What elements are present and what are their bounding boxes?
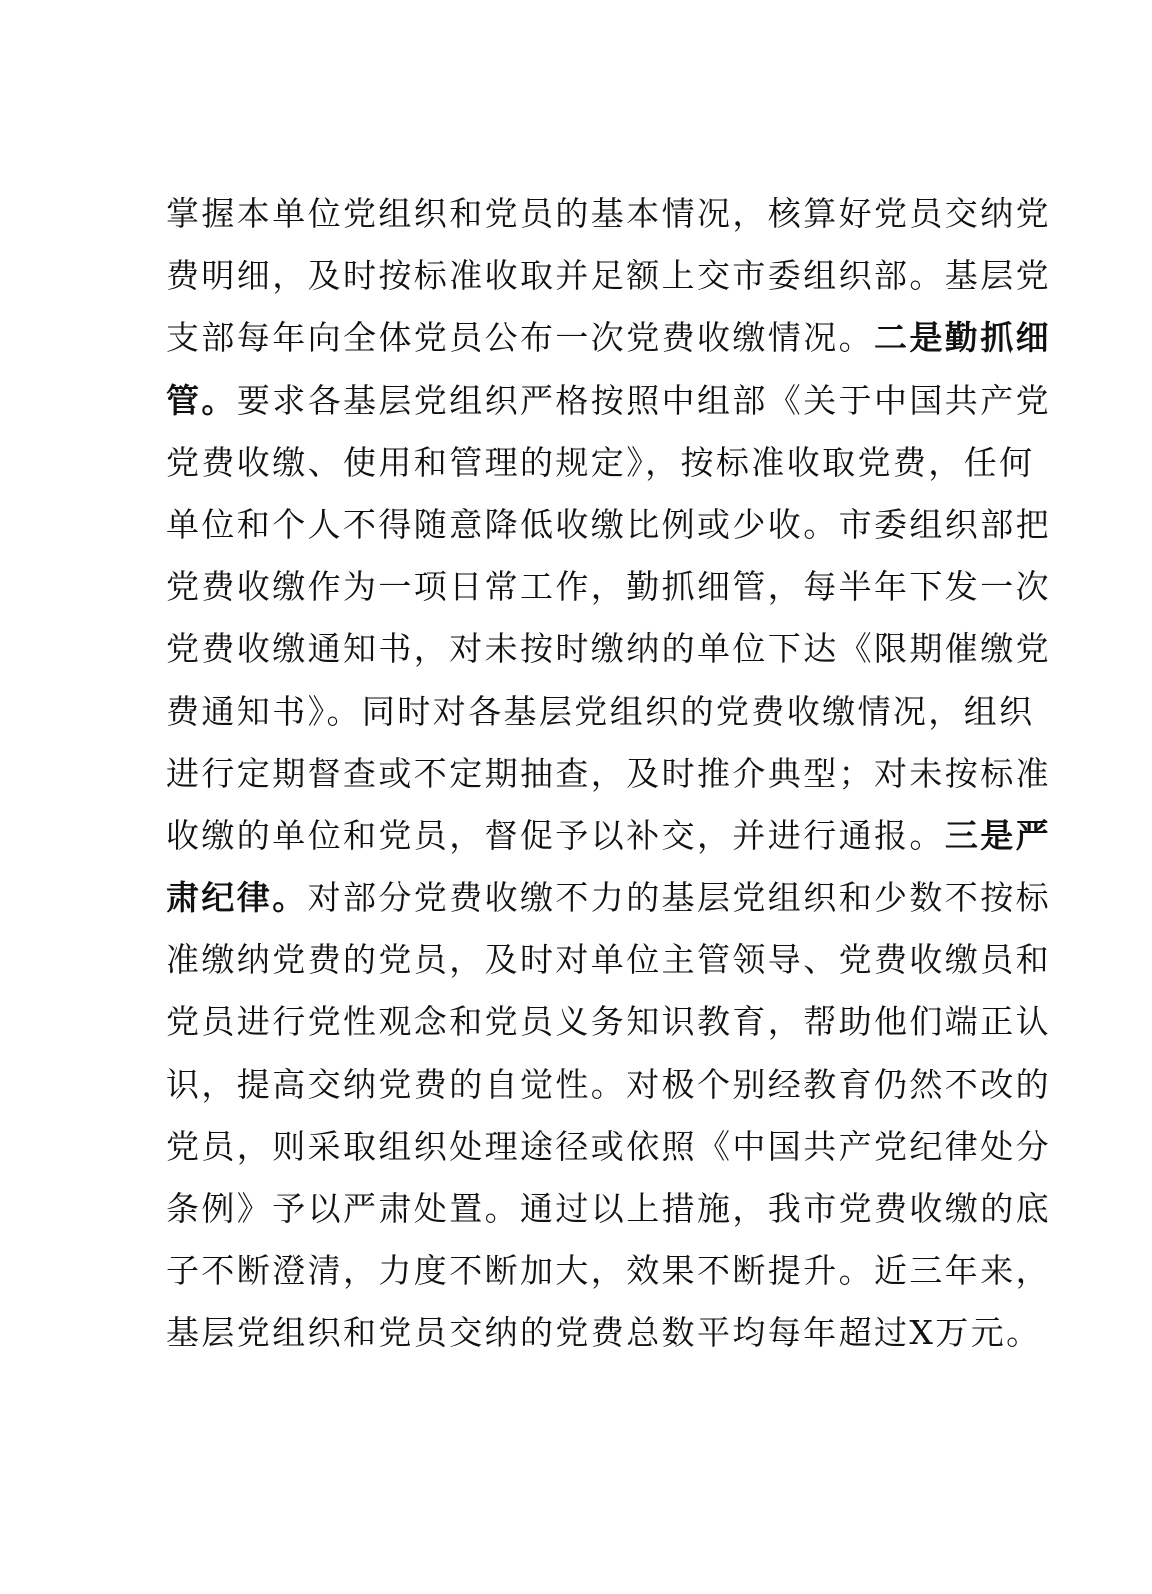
text-line xyxy=(166,1240,1051,1302)
body-text-segment: 条例》予以严肃处置。通过以上措施，我市党费收缴的底 xyxy=(166,1189,1051,1228)
text-line xyxy=(166,805,1052,867)
bold-heading-text: 三是严 xyxy=(944,815,1052,855)
text-line xyxy=(166,307,1051,369)
body-text-segment: 要求各基层党组织严格按照中组部《关于中国共产党 xyxy=(236,380,1052,420)
text-line xyxy=(166,991,1051,1053)
body-text-segment: 识，提高交纳党费的自觉性。对极个别经教育仍然不改的 xyxy=(166,1064,1051,1104)
text-line xyxy=(166,929,1051,991)
body-text-segment: 掌握本单位党组织和党员的基本情况，核算好党员交纳党 xyxy=(166,194,1051,233)
body-text-segment: 党费收缴作为一项日常工作，勤抓细管，每半年下发一次 xyxy=(166,567,1051,607)
body-text-segment: 党费收缴通知书，对未按时缴纳的单位下达《限期催缴党 xyxy=(166,629,1051,669)
bold-heading-text: 二是勤抓细 xyxy=(874,318,1051,358)
body-text-segment: 进行定期督查或不定期抽查，及时推介典型；对未按标准 xyxy=(166,753,1051,793)
text-line xyxy=(166,1302,1042,1364)
text-line xyxy=(166,183,1051,245)
body-text-segment: 收缴的单位和党员，督促予以补交，并进行通报。 xyxy=(166,815,945,855)
body-paragraph xyxy=(166,183,1052,1365)
body-text-segment: 费通知书》。同时对各基层党组织的党费收缴情况，组织 xyxy=(166,691,1035,731)
text-line xyxy=(166,867,1052,929)
text-line xyxy=(166,618,1051,680)
body-text-segment: 党员进行党性观念和党员义务知识教育，帮助他们端正认 xyxy=(166,1002,1051,1042)
body-text-segment: 对部分党费收缴不力的基层党组织和少数不按标 xyxy=(307,878,1052,918)
text-line xyxy=(166,681,1035,743)
text-line xyxy=(166,1178,1051,1240)
text-line xyxy=(166,556,1051,618)
text-line xyxy=(166,432,1035,494)
body-text-segment: 费明细，及时按标准收取并足额上交市委组织部。基层党 xyxy=(166,256,1051,296)
text-line xyxy=(166,743,1051,805)
text-line xyxy=(166,494,1051,556)
body-text-segment: 单位和个人不得随意降低收缴比例或少收。市委组织部把 xyxy=(166,504,1051,544)
bold-heading-text: 肃纪律。 xyxy=(166,878,308,918)
body-text-segment: 基层党组织和党员交纳的党费总数平均每年超过X万元。 xyxy=(166,1313,1042,1353)
text-line xyxy=(166,1054,1051,1116)
text-line xyxy=(166,1116,1051,1178)
bold-heading-text: 管。 xyxy=(166,380,237,420)
body-text-segment: 准缴纳党费的党员，及时对单位主管领导、党费收缴员和 xyxy=(166,940,1051,980)
text-line xyxy=(166,245,1051,307)
text-line xyxy=(166,370,1052,432)
body-text-segment: 支部每年向全体党员公布一次党费收缴情况。 xyxy=(166,318,874,358)
body-text-segment: 子不断澄清，力度不断加大，效果不断提升。近三年来， xyxy=(166,1251,1051,1291)
body-text-segment: 党员，则采取组织处理途径或依照《中国共产党纪律处分 xyxy=(166,1126,1051,1166)
body-text-segment: 党费收缴、使用和管理的规定》，按标准收取党费，任何 xyxy=(166,442,1035,482)
